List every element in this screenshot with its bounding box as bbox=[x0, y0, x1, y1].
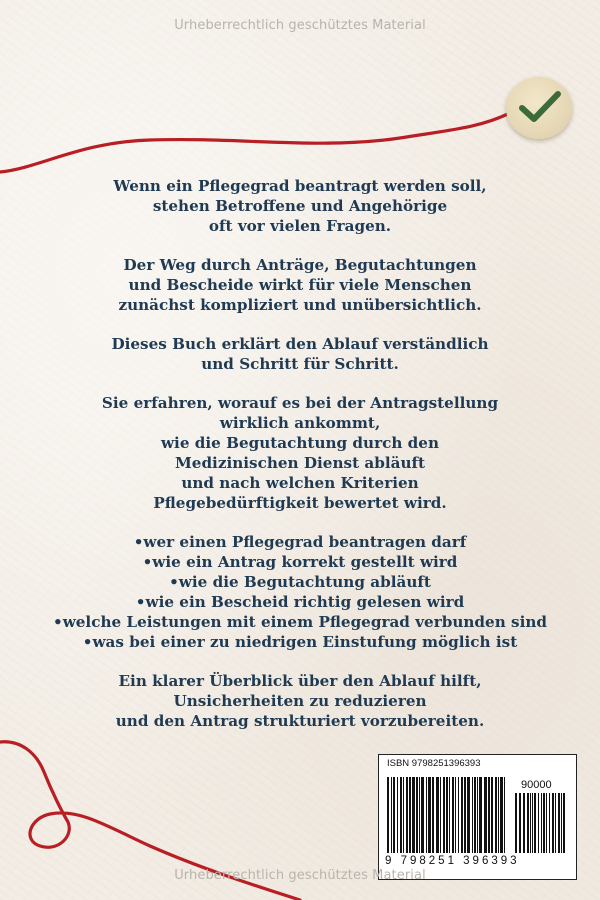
paragraph-process bbox=[40, 255, 560, 315]
isbn-barcode bbox=[378, 754, 577, 880]
text-line: zunächst kompliziert und unübersichtlich. bbox=[118, 296, 482, 314]
text-line: und Bescheide wirkt für viele Menschen bbox=[128, 276, 472, 294]
text-line: oft vor vielen Fragen. bbox=[208, 217, 392, 235]
text-line: und den Antrag strukturiert vorzubereiten. bbox=[115, 712, 485, 730]
paragraph-book bbox=[40, 334, 560, 374]
text-line: Sie erfahren, worauf es bei der Antragstellung bbox=[101, 394, 499, 412]
list-item: • wie die Begutachtung abläuft bbox=[40, 572, 560, 592]
isbn-label: ISBN 9798251396393 bbox=[387, 758, 481, 769]
list-item: • wer einen Pflegegrad beantragen darf bbox=[40, 532, 560, 552]
text-line: wie die Begutachtung durch den bbox=[160, 434, 439, 452]
text-line: Der Weg durch Anträge, Begutachtungen bbox=[123, 256, 477, 274]
list-item: • welche Leistungen mit einem Pflegegrad verbunden sind bbox=[40, 612, 560, 632]
paragraph-summary bbox=[40, 671, 560, 731]
text-line: Unsicherheiten zu reduzieren bbox=[173, 692, 427, 710]
list-item: • wie ein Antrag korrekt gestellt wird bbox=[40, 552, 560, 572]
paragraph-intro bbox=[40, 176, 560, 236]
text-line: wirklich ankommt, bbox=[219, 414, 381, 432]
back-cover-text bbox=[40, 176, 560, 750]
list-item: • wie ein Bescheid richtig gelesen wird bbox=[40, 592, 560, 612]
check-icon bbox=[518, 87, 562, 127]
text-line: Pflegebedürftigkeit bewertet wird. bbox=[153, 494, 447, 512]
text-line: Medizinischen Dienst abläuft bbox=[174, 454, 426, 472]
barcode-addon-number: 90000 bbox=[521, 779, 552, 791]
paragraph-learn bbox=[40, 393, 560, 513]
text-line: und nach welchen Kriterien bbox=[181, 474, 419, 492]
copyright-watermark-top: Urheberrechtlich geschütztes Material bbox=[174, 18, 426, 33]
text-line: und Schritt für Schritt. bbox=[201, 355, 399, 373]
check-badge bbox=[506, 77, 572, 139]
barcode-digits: 9 798251 396393 bbox=[385, 855, 520, 867]
bullet-list bbox=[40, 532, 560, 652]
text-line: Ein klarer Überblick über den Ablauf hilft, bbox=[118, 672, 482, 690]
list-item: • was bei einer zu niedrigen Einstufung möglich ist bbox=[40, 632, 560, 652]
text-line: Dieses Buch erklärt den Ablauf verständlich bbox=[111, 335, 489, 353]
text-line: Wenn ein Pflegegrad beantragt werden soll, bbox=[113, 177, 487, 195]
text-line: stehen Betroffene und Angehörige bbox=[152, 197, 448, 215]
copyright-watermark-bottom: Urheberrechtlich geschütztes Material bbox=[174, 868, 426, 883]
